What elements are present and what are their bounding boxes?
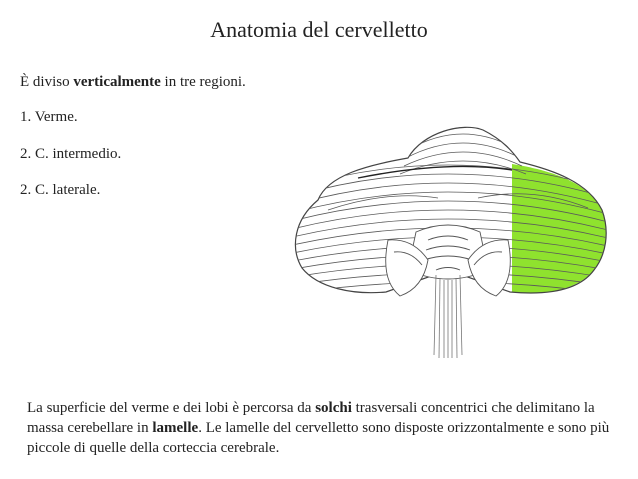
caption-paragraph <box>27 398 617 458</box>
region-item-laterale: 2. C. laterale. <box>20 182 101 198</box>
green-fill <box>512 164 606 293</box>
slide-title: Anatomia del cervelletto <box>210 17 428 42</box>
intro-text <box>20 73 246 91</box>
caption-bold-lamelle: lamelle <box>152 420 199 436</box>
caption-bold-solchi: solchi <box>315 400 352 416</box>
caption-part-1: La superficie del verme e dei lobi è percorsa da <box>27 400 316 416</box>
region-item-intermedio: 2. C. intermedio. <box>20 146 122 162</box>
brainstem <box>434 275 462 358</box>
region-item-verme: 1. Verme. <box>20 109 78 125</box>
primary-fissure <box>358 166 512 178</box>
lateral-region-highlight <box>512 164 606 293</box>
caption-part-2: trasversali concentrici che delimitano la massa cerebellare in <box>27 400 595 436</box>
intro-after: in tre regioni. <box>160 74 246 90</box>
caption-part-3: . Le lamelle del cervelletto sono disposte orizzontalmente e sono più piccole di quelle della corteccia cerebrale. <box>27 420 610 456</box>
intro-before: È diviso <box>20 74 74 90</box>
intro-bold: verticalmente <box>73 74 161 90</box>
cerebellum-illustration <box>288 120 608 360</box>
